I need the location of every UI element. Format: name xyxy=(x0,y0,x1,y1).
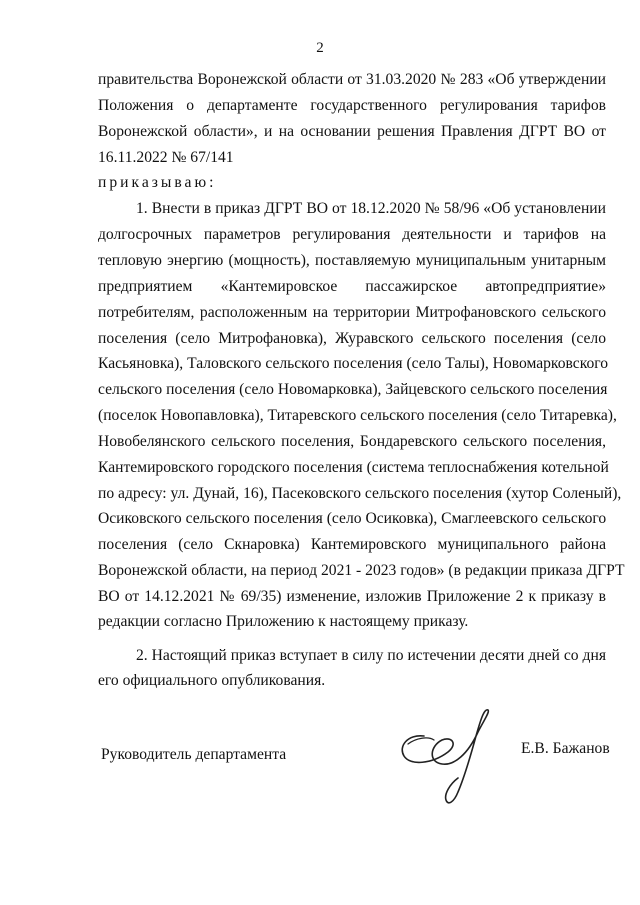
item1-line-15: Воронежской области, на период 2021 - 2023 годов» (в редакции приказа ДГРТ xyxy=(98,562,625,579)
item1-line-14: поселения (село Скнаровка) Кантемировского муниципального района xyxy=(98,536,606,553)
item1-line-1: 1. Внести в приказ ДГРТ ВО от 18.12.2020 № 58/96 «Об установлении xyxy=(136,200,606,217)
item1-line-3: тепловую энергию (мощность), поставляемую муниципальным унитарным xyxy=(98,252,606,269)
intro-line-3: Воронежской области», и на основании решения Правления ДГРТ ВО от xyxy=(98,123,606,140)
item2-line-1: 2. Настоящий приказ вступает в силу по истечении десяти дней со дня xyxy=(136,647,606,664)
item1-line-13: Осиковского сельского поселения (село Осиковка), Смаглеевского сельского xyxy=(98,510,607,527)
item1-line-10: Новобелянского сельского поселения, Бондаревского сельского поселения, xyxy=(98,433,606,450)
item1-line-9: (поселок Новопавловка), Титаревского сельского поселения (село Титаревка), xyxy=(98,407,617,424)
item1-line-8: сельского поселения (село Новомарковка), Зайцевского сельского поселения xyxy=(98,381,608,398)
item1-line-7: Касьяновка), Таловского сельского поселения (село Талы), Новомарковского xyxy=(98,355,609,372)
intro-line-1: правительства Воронежской области от 31.03.2020 № 283 «Об утверждении xyxy=(98,71,606,88)
item2-line-2: его официального опубликования. xyxy=(98,672,326,689)
item1-line-4: предприятием «Кантемировское пассажирское автопредприятие» xyxy=(98,278,606,295)
item1-line-6: поселения (село Митрофановка), Журавского сельского поселения (село xyxy=(98,330,606,347)
item1-line-11: Кантемировского городского поселения (система теплоснабжения котельной xyxy=(98,459,609,476)
signer-position: Руководитель департамента xyxy=(101,746,287,763)
item1-line-5: потребителям, расположенным на территории Митрофановского сельского xyxy=(98,304,606,321)
intro-line-4: 16.11.2022 № 67/141 xyxy=(98,149,234,166)
item1-line-2: долгосрочных параметров регулирования деятельности и тарифов на xyxy=(98,226,606,243)
page-number: 2 xyxy=(316,40,324,56)
item1-line-16: ВО от 14.12.2021 № 69/35) изменение, изложив Приложение 2 к приказу в xyxy=(98,588,606,605)
item1-line-12: по адресу: ул. Дунай, 16), Пасековского сельского поселения (хутор Соленый), xyxy=(98,485,622,502)
handwritten-signature xyxy=(388,706,498,806)
order-word: приказываю: xyxy=(98,174,217,191)
signer-name: Е.В. Бажанов xyxy=(521,740,610,757)
item1-line-17: редакции согласно Приложению к настоящему приказу. xyxy=(98,613,469,630)
intro-line-2: Положения о департаменте государственного регулирования тарифов xyxy=(98,97,606,114)
